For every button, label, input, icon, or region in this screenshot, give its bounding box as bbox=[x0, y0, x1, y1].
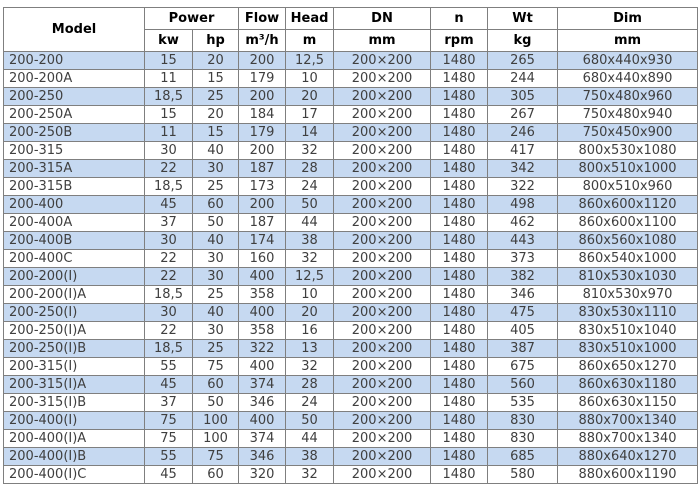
model-cell: 200-315(I) bbox=[4, 358, 145, 376]
value-cell: 50 bbox=[286, 412, 334, 430]
value-cell: 462 bbox=[488, 214, 558, 232]
value-cell: 18,5 bbox=[145, 286, 193, 304]
column-header-dn: DN bbox=[334, 8, 431, 30]
value-cell: 200×200 bbox=[334, 232, 431, 250]
value-cell: 750x480x940 bbox=[558, 106, 698, 124]
value-cell: 680x440x890 bbox=[558, 70, 698, 88]
model-cell: 200-250B bbox=[4, 124, 145, 142]
value-cell: 1480 bbox=[431, 466, 488, 484]
model-cell: 200-200 bbox=[4, 52, 145, 70]
value-cell: 32 bbox=[286, 466, 334, 484]
value-cell: 187 bbox=[239, 160, 286, 178]
value-cell: 1480 bbox=[431, 268, 488, 286]
table-row bbox=[4, 304, 698, 322]
value-cell: 1480 bbox=[431, 286, 488, 304]
value-cell: 680x440x930 bbox=[558, 52, 698, 70]
value-cell: 200×200 bbox=[334, 196, 431, 214]
value-cell: 200 bbox=[239, 52, 286, 70]
model-cell: 200-200(I) bbox=[4, 268, 145, 286]
value-cell: 100 bbox=[193, 412, 239, 430]
value-cell: 45 bbox=[145, 376, 193, 394]
value-cell: 860x650x1270 bbox=[558, 358, 698, 376]
value-cell: 55 bbox=[145, 358, 193, 376]
value-cell: 320 bbox=[239, 466, 286, 484]
value-cell: 50 bbox=[193, 394, 239, 412]
column-header-dim: Dim bbox=[558, 8, 698, 30]
value-cell: 44 bbox=[286, 214, 334, 232]
value-cell: 37 bbox=[145, 394, 193, 412]
model-cell: 200-250A bbox=[4, 106, 145, 124]
model-cell: 200-250(I)B bbox=[4, 340, 145, 358]
value-cell: 20 bbox=[193, 106, 239, 124]
value-cell: 1480 bbox=[431, 52, 488, 70]
value-cell: 38 bbox=[286, 448, 334, 466]
value-cell: 200×200 bbox=[334, 106, 431, 124]
column-unit-hp: hp bbox=[193, 30, 239, 52]
table-row bbox=[4, 106, 698, 124]
value-cell: 200 bbox=[239, 196, 286, 214]
value-cell: 18,5 bbox=[145, 88, 193, 106]
value-cell: 810x530x1030 bbox=[558, 268, 698, 286]
value-cell: 200×200 bbox=[334, 160, 431, 178]
value-cell: 38 bbox=[286, 232, 334, 250]
value-cell: 382 bbox=[488, 268, 558, 286]
value-cell: 346 bbox=[239, 394, 286, 412]
value-cell: 560 bbox=[488, 376, 558, 394]
table-row bbox=[4, 268, 698, 286]
model-cell: 200-315A bbox=[4, 160, 145, 178]
value-cell: 40 bbox=[193, 304, 239, 322]
value-cell: 675 bbox=[488, 358, 558, 376]
value-cell: 400 bbox=[239, 268, 286, 286]
value-cell: 1480 bbox=[431, 88, 488, 106]
value-cell: 200×200 bbox=[334, 412, 431, 430]
table-row bbox=[4, 214, 698, 232]
table-row bbox=[4, 52, 698, 70]
value-cell: 15 bbox=[145, 106, 193, 124]
value-cell: 11 bbox=[145, 70, 193, 88]
value-cell: 305 bbox=[488, 88, 558, 106]
value-cell: 45 bbox=[145, 466, 193, 484]
value-cell: 24 bbox=[286, 394, 334, 412]
value-cell: 15 bbox=[145, 52, 193, 70]
value-cell: 1480 bbox=[431, 322, 488, 340]
value-cell: 17 bbox=[286, 106, 334, 124]
value-cell: 1480 bbox=[431, 412, 488, 430]
value-cell: 800x510x1000 bbox=[558, 160, 698, 178]
value-cell: 374 bbox=[239, 430, 286, 448]
column-unit-m-h: m³/h bbox=[239, 30, 286, 52]
value-cell: 200×200 bbox=[334, 286, 431, 304]
value-cell: 1480 bbox=[431, 106, 488, 124]
value-cell: 20 bbox=[286, 304, 334, 322]
value-cell: 810x530x970 bbox=[558, 286, 698, 304]
value-cell: 860x540x1000 bbox=[558, 250, 698, 268]
value-cell: 13 bbox=[286, 340, 334, 358]
model-cell: 200-315(I)A bbox=[4, 376, 145, 394]
value-cell: 830x510x1040 bbox=[558, 322, 698, 340]
value-cell: 475 bbox=[488, 304, 558, 322]
value-cell: 24 bbox=[286, 178, 334, 196]
table-row bbox=[4, 394, 698, 412]
value-cell: 200×200 bbox=[334, 250, 431, 268]
value-cell: 830x530x1110 bbox=[558, 304, 698, 322]
value-cell: 15 bbox=[193, 70, 239, 88]
table-row bbox=[4, 448, 698, 466]
table-row bbox=[4, 466, 698, 484]
value-cell: 200×200 bbox=[334, 214, 431, 232]
model-cell: 200-250(I) bbox=[4, 304, 145, 322]
value-cell: 200 bbox=[239, 142, 286, 160]
value-cell: 373 bbox=[488, 250, 558, 268]
value-cell: 32 bbox=[286, 142, 334, 160]
value-cell: 1480 bbox=[431, 232, 488, 250]
value-cell: 160 bbox=[239, 250, 286, 268]
value-cell: 200×200 bbox=[334, 430, 431, 448]
column-unit-mm: mm bbox=[558, 30, 698, 52]
value-cell: 25 bbox=[193, 88, 239, 106]
column-header-power: Power bbox=[145, 8, 239, 30]
value-cell: 200×200 bbox=[334, 394, 431, 412]
table-row bbox=[4, 178, 698, 196]
value-cell: 750x480x960 bbox=[558, 88, 698, 106]
value-cell: 200×200 bbox=[334, 340, 431, 358]
value-cell: 860x630x1150 bbox=[558, 394, 698, 412]
value-cell: 200×200 bbox=[334, 70, 431, 88]
value-cell: 174 bbox=[239, 232, 286, 250]
value-cell: 1480 bbox=[431, 430, 488, 448]
value-cell: 498 bbox=[488, 196, 558, 214]
value-cell: 267 bbox=[488, 106, 558, 124]
column-unit-m: m bbox=[286, 30, 334, 52]
model-cell: 200-400(I)A bbox=[4, 430, 145, 448]
value-cell: 30 bbox=[193, 322, 239, 340]
value-cell: 342 bbox=[488, 160, 558, 178]
value-cell: 16 bbox=[286, 322, 334, 340]
value-cell: 830 bbox=[488, 430, 558, 448]
model-cell: 200-250(I)A bbox=[4, 322, 145, 340]
value-cell: 535 bbox=[488, 394, 558, 412]
value-cell: 45 bbox=[145, 196, 193, 214]
value-cell: 580 bbox=[488, 466, 558, 484]
value-cell: 322 bbox=[488, 178, 558, 196]
value-cell: 22 bbox=[145, 268, 193, 286]
header-row-1 bbox=[4, 8, 698, 30]
value-cell: 200×200 bbox=[334, 52, 431, 70]
value-cell: 880x640x1270 bbox=[558, 448, 698, 466]
value-cell: 50 bbox=[193, 214, 239, 232]
value-cell: 22 bbox=[145, 250, 193, 268]
value-cell: 30 bbox=[193, 250, 239, 268]
value-cell: 1480 bbox=[431, 142, 488, 160]
table-row bbox=[4, 142, 698, 160]
value-cell: 1480 bbox=[431, 394, 488, 412]
table-row bbox=[4, 286, 698, 304]
value-cell: 20 bbox=[286, 88, 334, 106]
value-cell: 28 bbox=[286, 160, 334, 178]
value-cell: 200×200 bbox=[334, 322, 431, 340]
model-cell: 200-250 bbox=[4, 88, 145, 106]
value-cell: 12,5 bbox=[286, 52, 334, 70]
column-header-flow: Flow bbox=[239, 8, 286, 30]
value-cell: 75 bbox=[193, 448, 239, 466]
column-unit-mm: mm bbox=[334, 30, 431, 52]
value-cell: 1480 bbox=[431, 214, 488, 232]
value-cell: 30 bbox=[145, 232, 193, 250]
value-cell: 32 bbox=[286, 250, 334, 268]
value-cell: 30 bbox=[145, 142, 193, 160]
value-cell: 860x630x1180 bbox=[558, 376, 698, 394]
table-row bbox=[4, 160, 698, 178]
value-cell: 1480 bbox=[431, 448, 488, 466]
value-cell: 187 bbox=[239, 214, 286, 232]
value-cell: 10 bbox=[286, 70, 334, 88]
table-row bbox=[4, 340, 698, 358]
value-cell: 14 bbox=[286, 124, 334, 142]
value-cell: 20 bbox=[193, 52, 239, 70]
value-cell: 1480 bbox=[431, 376, 488, 394]
value-cell: 1480 bbox=[431, 178, 488, 196]
value-cell: 800x530x1080 bbox=[558, 142, 698, 160]
column-header-n: n bbox=[431, 8, 488, 30]
value-cell: 1480 bbox=[431, 70, 488, 88]
value-cell: 32 bbox=[286, 358, 334, 376]
value-cell: 880x700x1340 bbox=[558, 430, 698, 448]
value-cell: 75 bbox=[145, 430, 193, 448]
value-cell: 30 bbox=[193, 160, 239, 178]
value-cell: 60 bbox=[193, 376, 239, 394]
value-cell: 200×200 bbox=[334, 178, 431, 196]
value-cell: 1480 bbox=[431, 250, 488, 268]
value-cell: 50 bbox=[286, 196, 334, 214]
value-cell: 200×200 bbox=[334, 88, 431, 106]
value-cell: 22 bbox=[145, 322, 193, 340]
model-cell: 200-400(I) bbox=[4, 412, 145, 430]
value-cell: 346 bbox=[239, 448, 286, 466]
value-cell: 830 bbox=[488, 412, 558, 430]
model-cell: 200-400C bbox=[4, 250, 145, 268]
value-cell: 358 bbox=[239, 322, 286, 340]
value-cell: 12,5 bbox=[286, 268, 334, 286]
value-cell: 55 bbox=[145, 448, 193, 466]
value-cell: 417 bbox=[488, 142, 558, 160]
column-unit-rpm: rpm bbox=[431, 30, 488, 52]
model-cell: 200-315(I)B bbox=[4, 394, 145, 412]
value-cell: 200×200 bbox=[334, 268, 431, 286]
value-cell: 60 bbox=[193, 466, 239, 484]
value-cell: 44 bbox=[286, 430, 334, 448]
value-cell: 1480 bbox=[431, 196, 488, 214]
value-cell: 75 bbox=[145, 412, 193, 430]
value-cell: 22 bbox=[145, 160, 193, 178]
value-cell: 15 bbox=[193, 124, 239, 142]
value-cell: 200×200 bbox=[334, 376, 431, 394]
model-cell: 200-400(I)C bbox=[4, 466, 145, 484]
value-cell: 179 bbox=[239, 124, 286, 142]
table-header bbox=[4, 8, 698, 52]
column-unit-kg: kg bbox=[488, 30, 558, 52]
table-row bbox=[4, 88, 698, 106]
value-cell: 860x600x1100 bbox=[558, 214, 698, 232]
value-cell: 246 bbox=[488, 124, 558, 142]
value-cell: 75 bbox=[193, 358, 239, 376]
table-row bbox=[4, 412, 698, 430]
value-cell: 1480 bbox=[431, 304, 488, 322]
value-cell: 200×200 bbox=[334, 304, 431, 322]
column-header-wt: Wt bbox=[488, 8, 558, 30]
value-cell: 387 bbox=[488, 340, 558, 358]
model-cell: 200-400A bbox=[4, 214, 145, 232]
table-row bbox=[4, 124, 698, 142]
value-cell: 1480 bbox=[431, 340, 488, 358]
column-header-head: Head bbox=[286, 8, 334, 30]
value-cell: 374 bbox=[239, 376, 286, 394]
value-cell: 443 bbox=[488, 232, 558, 250]
value-cell: 200×200 bbox=[334, 448, 431, 466]
value-cell: 179 bbox=[239, 70, 286, 88]
value-cell: 830x510x1000 bbox=[558, 340, 698, 358]
value-cell: 880x700x1340 bbox=[558, 412, 698, 430]
value-cell: 25 bbox=[193, 340, 239, 358]
value-cell: 40 bbox=[193, 142, 239, 160]
table-body bbox=[4, 52, 698, 484]
value-cell: 184 bbox=[239, 106, 286, 124]
value-cell: 265 bbox=[488, 52, 558, 70]
value-cell: 37 bbox=[145, 214, 193, 232]
table-row bbox=[4, 250, 698, 268]
value-cell: 400 bbox=[239, 412, 286, 430]
value-cell: 244 bbox=[488, 70, 558, 88]
value-cell: 800x510x960 bbox=[558, 178, 698, 196]
value-cell: 200×200 bbox=[334, 142, 431, 160]
value-cell: 1480 bbox=[431, 124, 488, 142]
table-row bbox=[4, 430, 698, 448]
value-cell: 25 bbox=[193, 286, 239, 304]
value-cell: 400 bbox=[239, 358, 286, 376]
model-cell: 200-315B bbox=[4, 178, 145, 196]
value-cell: 860x560x1080 bbox=[558, 232, 698, 250]
model-cell: 200-400B bbox=[4, 232, 145, 250]
value-cell: 880x600x1190 bbox=[558, 466, 698, 484]
value-cell: 28 bbox=[286, 376, 334, 394]
value-cell: 346 bbox=[488, 286, 558, 304]
pump-spec-table bbox=[3, 7, 698, 484]
value-cell: 685 bbox=[488, 448, 558, 466]
value-cell: 200 bbox=[239, 88, 286, 106]
value-cell: 25 bbox=[193, 178, 239, 196]
value-cell: 405 bbox=[488, 322, 558, 340]
value-cell: 30 bbox=[193, 268, 239, 286]
value-cell: 860x600x1120 bbox=[558, 196, 698, 214]
value-cell: 60 bbox=[193, 196, 239, 214]
value-cell: 11 bbox=[145, 124, 193, 142]
value-cell: 1480 bbox=[431, 358, 488, 376]
value-cell: 750x450x900 bbox=[558, 124, 698, 142]
table-row bbox=[4, 322, 698, 340]
table-row bbox=[4, 376, 698, 394]
value-cell: 18,5 bbox=[145, 178, 193, 196]
value-cell: 322 bbox=[239, 340, 286, 358]
value-cell: 100 bbox=[193, 430, 239, 448]
value-cell: 358 bbox=[239, 286, 286, 304]
table-row bbox=[4, 70, 698, 88]
value-cell: 400 bbox=[239, 304, 286, 322]
value-cell: 200×200 bbox=[334, 358, 431, 376]
table-row bbox=[4, 232, 698, 250]
value-cell: 173 bbox=[239, 178, 286, 196]
model-cell: 200-400 bbox=[4, 196, 145, 214]
model-cell: 200-200A bbox=[4, 70, 145, 88]
value-cell: 18,5 bbox=[145, 340, 193, 358]
column-header-model: Model bbox=[4, 8, 145, 52]
value-cell: 1480 bbox=[431, 160, 488, 178]
value-cell: 200×200 bbox=[334, 124, 431, 142]
model-cell: 200-400(I)B bbox=[4, 448, 145, 466]
table-row bbox=[4, 196, 698, 214]
value-cell: 30 bbox=[145, 304, 193, 322]
model-cell: 200-200(I)A bbox=[4, 286, 145, 304]
column-unit-kw: kw bbox=[145, 30, 193, 52]
value-cell: 200×200 bbox=[334, 466, 431, 484]
table-row bbox=[4, 358, 698, 376]
value-cell: 10 bbox=[286, 286, 334, 304]
value-cell: 40 bbox=[193, 232, 239, 250]
model-cell: 200-315 bbox=[4, 142, 145, 160]
